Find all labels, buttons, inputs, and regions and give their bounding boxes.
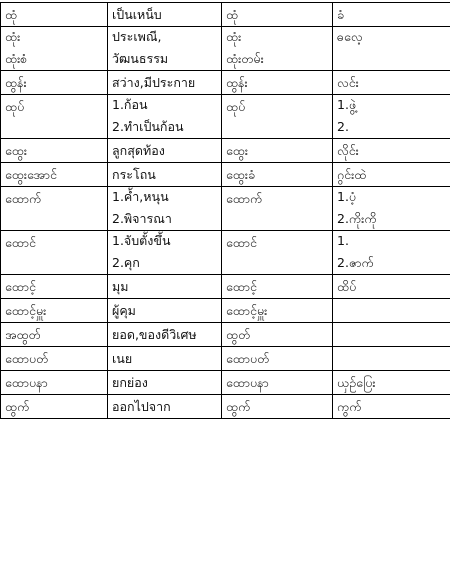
synonym-cell	[333, 371, 450, 395]
cell-text: ประเพณี,	[112, 29, 217, 45]
burmese-word-cell	[1, 27, 108, 71]
cell-text: ထွက်	[226, 399, 328, 415]
cell-text: ထောင့်	[5, 279, 103, 295]
table-row	[1, 95, 450, 139]
cell-text: ကွက်	[337, 399, 446, 415]
synonym-cell	[333, 187, 450, 231]
cell-text: สว่าง,มีประกาย	[112, 75, 217, 91]
cell-text: เป็นเหน็บ	[112, 7, 217, 23]
synonym-cell	[333, 163, 450, 187]
table-row	[1, 299, 450, 323]
related-word-cell	[222, 395, 333, 419]
cell-text: ထောင့်မှူး	[5, 303, 103, 319]
burmese-word-cell	[1, 231, 108, 275]
cell-text: လင်း	[337, 75, 446, 91]
cell-text: 1.ค้ำ,หนุน	[112, 189, 217, 205]
related-word-cell	[222, 163, 333, 187]
thai-meaning-cell	[108, 395, 222, 419]
synonym-cell	[333, 299, 450, 323]
table-row	[1, 347, 450, 371]
burmese-word-cell	[1, 347, 108, 371]
cell-text: 1.	[337, 233, 446, 249]
cell-text: ထုံးစံ	[5, 51, 103, 67]
related-word-cell	[222, 95, 333, 139]
cell-text: ลูกสุดท้อง	[112, 143, 217, 159]
burmese-word-cell	[1, 139, 108, 163]
cell-text: เนย	[112, 351, 217, 367]
cell-text: ထောင်	[5, 235, 103, 251]
cell-text: ထွန်း	[226, 75, 328, 91]
thai-meaning-cell	[108, 347, 222, 371]
related-word-cell	[222, 347, 333, 371]
cell-text: ထွေးအောင်	[5, 167, 103, 183]
thai-meaning-cell	[108, 95, 222, 139]
burmese-word-cell	[1, 71, 108, 95]
synonym-cell	[333, 275, 450, 299]
cell-text: ထောင်	[226, 235, 328, 251]
dictionary-table	[0, 2, 450, 419]
table-row	[1, 371, 450, 395]
cell-text: 2.	[337, 119, 446, 135]
related-word-cell	[222, 27, 333, 71]
table-row	[1, 187, 450, 231]
table-row	[1, 3, 450, 27]
synonym-cell	[333, 3, 450, 27]
related-word-cell	[222, 371, 333, 395]
table-row	[1, 163, 450, 187]
table-row	[1, 27, 450, 71]
related-word-cell	[222, 71, 333, 95]
table-row	[1, 323, 450, 347]
cell-text: ထုံ	[5, 7, 103, 23]
table-row	[1, 139, 450, 163]
table-row	[1, 275, 450, 299]
burmese-word-cell	[1, 371, 108, 395]
cell-text: ထုံး	[226, 29, 328, 45]
synonym-cell	[333, 71, 450, 95]
table-row	[1, 231, 450, 275]
cell-text: ထွေး	[226, 143, 328, 159]
burmese-word-cell	[1, 3, 108, 27]
thai-meaning-cell	[108, 299, 222, 323]
synonym-cell	[333, 395, 450, 419]
cell-text: กระโถน	[112, 167, 217, 183]
related-word-cell	[222, 3, 333, 27]
synonym-cell	[333, 139, 450, 163]
cell-text: ထုပ်	[226, 99, 328, 115]
cell-text: 2.ทำเป็นก้อน	[112, 119, 217, 135]
related-word-cell	[222, 299, 333, 323]
cell-text: ထုပ်	[5, 99, 103, 115]
cell-text: ခံ	[337, 7, 446, 23]
cell-text: ထောက်	[5, 191, 103, 207]
thai-meaning-cell	[108, 187, 222, 231]
cell-text: 2.ဇာက်	[337, 255, 446, 271]
dictionary-body	[1, 3, 450, 419]
cell-text: ยกย่อง	[112, 375, 217, 391]
thai-meaning-cell	[108, 323, 222, 347]
cell-text: ผู้คุม	[112, 303, 217, 319]
thai-meaning-cell	[108, 139, 222, 163]
cell-text: ยอด,ของดีวิเศษ	[112, 327, 217, 343]
thai-meaning-cell	[108, 231, 222, 275]
cell-text: ဓလေ့	[337, 29, 446, 45]
burmese-word-cell	[1, 323, 108, 347]
synonym-cell	[333, 27, 450, 71]
burmese-word-cell	[1, 187, 108, 231]
table-row	[1, 395, 450, 419]
cell-text: ဂွင်းထဲ	[337, 167, 446, 183]
related-word-cell	[222, 187, 333, 231]
cell-text: ထိပ်	[337, 279, 446, 295]
cell-text: 1.ก้อน	[112, 97, 217, 113]
thai-meaning-cell	[108, 71, 222, 95]
related-word-cell	[222, 231, 333, 275]
cell-text: ထောက်	[226, 191, 328, 207]
thai-meaning-cell	[108, 27, 222, 71]
cell-text: 1.จับตั้งขึ้น	[112, 233, 217, 249]
cell-text: ထောင့်မှူး	[226, 303, 328, 319]
cell-text: ထွေးခံ	[226, 167, 328, 183]
thai-meaning-cell	[108, 275, 222, 299]
thai-meaning-cell	[108, 3, 222, 27]
related-word-cell	[222, 323, 333, 347]
burmese-word-cell	[1, 275, 108, 299]
synonym-cell	[333, 347, 450, 371]
cell-text: 1.ပံ့	[337, 189, 446, 205]
related-word-cell	[222, 139, 333, 163]
synonym-cell	[333, 231, 450, 275]
cell-text: ထောပနာ	[5, 375, 103, 391]
cell-text: มุม	[112, 279, 217, 295]
cell-text: ออกไปจาก	[112, 399, 217, 415]
cell-text: 2.พิจารณา	[112, 211, 217, 227]
cell-text: ထောင့်	[226, 279, 328, 295]
synonym-cell	[333, 323, 450, 347]
cell-text: ထွေး	[5, 143, 103, 159]
cell-text: ထွတ်	[226, 327, 328, 343]
cell-text: ထွန်း	[5, 75, 103, 91]
cell-text: ထွက်	[5, 399, 103, 415]
cell-text: ထုံး	[5, 29, 103, 45]
cell-text: ထောပတ်	[5, 351, 103, 367]
cell-text: လိုင်း	[337, 143, 446, 159]
cell-text: ထောပတ်	[226, 351, 328, 367]
cell-text: 2.คุก	[112, 255, 217, 271]
cell-text: ထုံးတမ်း	[226, 51, 328, 67]
thai-meaning-cell	[108, 371, 222, 395]
thai-meaning-cell	[108, 163, 222, 187]
cell-text: 1.ဖွဲ့	[337, 97, 446, 113]
burmese-word-cell	[1, 299, 108, 323]
related-word-cell	[222, 275, 333, 299]
cell-text: 2.ကိုးကို	[337, 211, 446, 227]
cell-text: ထုံ	[226, 7, 328, 23]
cell-text: အထွတ်	[5, 327, 103, 343]
burmese-word-cell	[1, 395, 108, 419]
cell-text: ယှဉ်ပြေး	[337, 375, 446, 391]
cell-text: วัฒนธรรม	[112, 51, 217, 67]
burmese-word-cell	[1, 95, 108, 139]
burmese-word-cell	[1, 163, 108, 187]
synonym-cell	[333, 95, 450, 139]
table-row	[1, 71, 450, 95]
cell-text: ထောပနာ	[226, 375, 328, 391]
